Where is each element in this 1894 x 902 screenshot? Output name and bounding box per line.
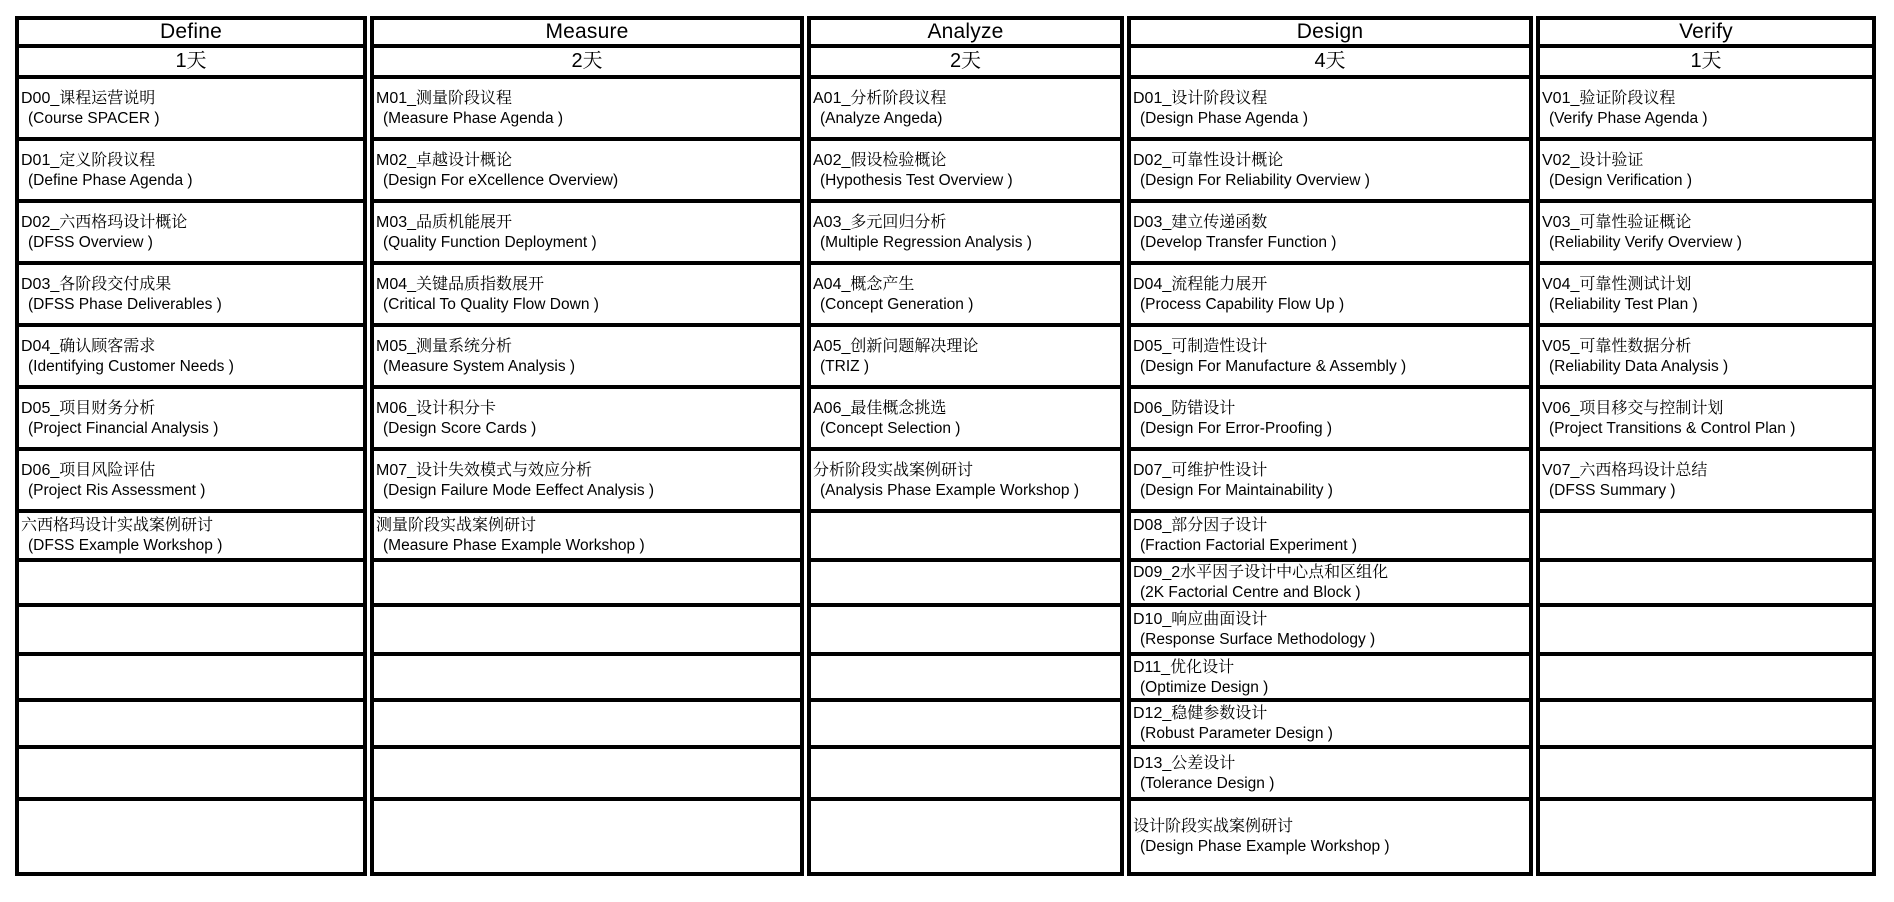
phase-duration-analyze: 2天	[811, 48, 1120, 79]
empty-cell	[19, 656, 363, 702]
course-title-zh: D03_各阶段交付成果	[21, 275, 172, 293]
phase-duration-verify: 1天	[1540, 48, 1872, 79]
course-title-zh: A02_假设检验概论	[813, 151, 947, 169]
empty-cell	[374, 607, 800, 656]
empty-cell	[19, 702, 363, 749]
course-title-en: (Measure System Analysis )	[383, 357, 576, 375]
course-title-en: (Analysis Phase Example Workshop )	[820, 481, 1080, 499]
course-title-en: (DFSS Phase Deliverables )	[28, 295, 222, 313]
course-title-en: (Design For eXcellence Overview)	[383, 171, 619, 189]
course-cell	[374, 327, 800, 389]
course-title-en: (Design Phase Agenda )	[1140, 109, 1309, 127]
course-title-en: (Design For Reliability Overview )	[1140, 171, 1370, 189]
course-title-en: (Response Surface Methodology )	[1140, 631, 1376, 648]
course-title-en: (Process Capability Flow Up )	[1140, 295, 1345, 313]
course-title-zh: M06_设计积分卡	[376, 399, 497, 417]
course-title-zh: A04_概念产生	[813, 275, 915, 293]
course-title-zh: A01_分析阶段议程	[813, 89, 947, 107]
course-cell	[19, 451, 363, 513]
course-title-en: (Reliability Verify Overview )	[1549, 233, 1742, 251]
empty-cell	[811, 801, 1120, 872]
empty-cell	[811, 702, 1120, 749]
course-title-en: (Reliability Test Plan )	[1549, 295, 1698, 313]
dfss-course-schedule-table	[15, 16, 1876, 876]
course-title-en: (Fraction Factorial Experiment )	[1140, 537, 1358, 554]
course-title-en: (Quality Function Deployment )	[383, 233, 597, 251]
course-cell	[1131, 607, 1529, 656]
course-cell	[1131, 141, 1529, 203]
empty-cell	[811, 749, 1120, 801]
course-cell	[1131, 749, 1529, 801]
course-title-en: (Design Failure Mode Eeffect Analysis )	[383, 481, 655, 499]
empty-cell	[374, 702, 800, 749]
course-cell	[374, 203, 800, 265]
empty-cell	[374, 656, 800, 702]
course-title-en: (Project Transitions & Control Plan )	[1549, 419, 1796, 437]
course-title-zh: D03_建立传递函数	[1133, 213, 1268, 231]
phase-column-design	[1127, 16, 1533, 876]
course-cell	[1540, 141, 1872, 203]
course-cell	[1540, 327, 1872, 389]
phase-duration-design: 4天	[1131, 48, 1529, 79]
course-title-zh: D02_可靠性设计概论	[1133, 151, 1284, 169]
course-cell	[1131, 265, 1529, 327]
course-cell	[1131, 702, 1529, 749]
course-cell	[811, 203, 1120, 265]
course-cell	[811, 141, 1120, 203]
course-cell	[1131, 801, 1529, 872]
course-title-zh: D07_可维护性设计	[1133, 461, 1268, 479]
course-title-en: (Define Phase Agenda )	[28, 171, 193, 189]
course-cell	[19, 513, 363, 562]
empty-cell	[1540, 607, 1872, 656]
phase-header-define: Define	[19, 20, 363, 48]
course-title-zh: 六西格玛设计实战案例研讨	[21, 517, 214, 534]
course-title-en: (Robust Parameter Design )	[1140, 725, 1333, 742]
course-cell	[19, 79, 363, 141]
phase-header-design: Design	[1131, 20, 1529, 48]
course-title-zh: M04_关键品质指数展开	[376, 275, 545, 293]
empty-cell	[19, 562, 363, 607]
course-title-en: (DFSS Example Workshop )	[28, 537, 223, 554]
course-title-en: (Design For Error-Proofing )	[1140, 419, 1333, 437]
course-title-zh: D04_确认顾客需求	[21, 337, 156, 355]
phase-duration-measure: 2天	[374, 48, 800, 79]
course-title-zh: D06_防错设计	[1133, 399, 1236, 417]
course-title-en: (Develop Transfer Function )	[1140, 233, 1337, 251]
course-title-en: (2K Factorial Centre and Block )	[1140, 584, 1361, 601]
phase-column-define	[15, 16, 367, 876]
course-cell	[374, 141, 800, 203]
course-title-en: (Optimize Design )	[1140, 678, 1269, 696]
course-title-en: (Concept Selection )	[820, 419, 961, 437]
course-cell	[1131, 79, 1529, 141]
empty-cell	[19, 801, 363, 872]
course-title-en: (TRIZ )	[820, 357, 870, 375]
empty-cell	[374, 562, 800, 607]
course-title-zh: D01_定义阶段议程	[21, 151, 156, 169]
course-title-en: (Design For Maintainability )	[1140, 481, 1333, 499]
course-title-en: (DFSS Overview )	[28, 233, 153, 251]
course-cell	[1540, 389, 1872, 451]
empty-cell	[374, 749, 800, 801]
course-title-zh: D05_项目财务分析	[21, 399, 156, 417]
course-cell	[811, 389, 1120, 451]
course-title-zh: D08_部分因子设计	[1133, 517, 1268, 534]
course-title-zh: V02_设计验证	[1542, 151, 1644, 169]
course-title-en: (Reliability Data Analysis )	[1549, 357, 1729, 375]
course-title-zh: M02_卓越设计概论	[376, 151, 513, 169]
course-title-zh: D12_稳健参数设计	[1133, 705, 1268, 722]
empty-cell	[374, 801, 800, 872]
course-cell	[1540, 451, 1872, 513]
course-title-en: (Hypothesis Test Overview )	[820, 171, 1013, 189]
course-cell	[1131, 513, 1529, 562]
course-cell	[811, 327, 1120, 389]
course-title-en: (Project Financial Analysis )	[28, 419, 219, 437]
course-cell	[374, 451, 800, 513]
empty-cell	[1540, 749, 1872, 801]
empty-cell	[811, 656, 1120, 702]
course-title-zh: V03_可靠性验证概论	[1542, 213, 1692, 231]
course-title-en: (Design Score Cards )	[383, 419, 537, 437]
course-title-zh: V05_可靠性数据分析	[1542, 337, 1692, 355]
course-title-zh: D11_优化设计	[1133, 658, 1235, 676]
course-title-en: (Tolerance Design )	[1140, 774, 1275, 792]
course-cell	[1131, 389, 1529, 451]
course-title-zh: V07_六西格玛设计总结	[1542, 461, 1708, 479]
course-title-en: (Design Verification )	[1549, 171, 1693, 189]
course-cell	[374, 265, 800, 327]
course-cell	[811, 79, 1120, 141]
phase-column-measure	[370, 16, 804, 876]
course-cell	[1131, 451, 1529, 513]
course-title-zh: 分析阶段实战案例研讨	[813, 461, 974, 479]
course-cell	[19, 203, 363, 265]
course-title-zh: D05_可制造性设计	[1133, 337, 1268, 355]
course-title-en: (Measure Phase Agenda )	[383, 109, 564, 127]
course-title-zh: A03_多元回归分析	[813, 213, 947, 231]
course-title-zh: V01_验证阶段议程	[1542, 89, 1676, 107]
empty-cell	[1540, 562, 1872, 607]
course-title-en: (DFSS Summary )	[1549, 481, 1676, 499]
phase-column-verify	[1536, 16, 1876, 876]
course-cell	[19, 141, 363, 203]
course-title-en: (Multiple Regression Analysis )	[820, 233, 1032, 251]
course-title-zh: V06_项目移交与控制计划	[1542, 399, 1724, 417]
course-cell	[1131, 203, 1529, 265]
course-title-en: (Concept Generation )	[820, 295, 974, 313]
course-title-zh: A06_最佳概念挑选	[813, 399, 947, 417]
empty-cell	[811, 562, 1120, 607]
phase-header-verify: Verify	[1540, 20, 1872, 48]
course-title-en: (Course SPACER )	[28, 109, 160, 127]
course-title-zh: M05_测量系统分析	[376, 337, 513, 355]
empty-cell	[19, 749, 363, 801]
empty-cell	[1540, 513, 1872, 562]
course-cell	[1540, 203, 1872, 265]
phase-duration-define: 1天	[19, 48, 363, 79]
empty-cell	[811, 513, 1120, 562]
course-cell	[374, 389, 800, 451]
course-cell	[1131, 562, 1529, 607]
course-cell	[1540, 79, 1872, 141]
course-title-zh: M07_设计失效模式与效应分析	[376, 461, 593, 479]
course-title-zh: M01_测量阶段议程	[376, 89, 513, 107]
course-cell	[1540, 265, 1872, 327]
course-title-en: (Verify Phase Agenda )	[1549, 109, 1708, 127]
course-title-zh: M03_品质机能展开	[376, 213, 513, 231]
course-title-zh: V04_可靠性测试计划	[1542, 275, 1692, 293]
course-cell	[19, 327, 363, 389]
empty-cell	[1540, 702, 1872, 749]
empty-cell	[1540, 656, 1872, 702]
course-title-zh: D01_设计阶段议程	[1133, 89, 1268, 107]
course-cell	[374, 79, 800, 141]
course-cell	[1131, 656, 1529, 702]
course-cell	[811, 265, 1120, 327]
course-title-zh: 测量阶段实战案例研讨	[376, 517, 537, 534]
course-title-zh: D06_项目风险评估	[21, 461, 156, 479]
empty-cell	[1540, 801, 1872, 872]
phase-header-measure: Measure	[374, 20, 800, 48]
course-title-zh: 设计阶段实战案例研讨	[1133, 818, 1294, 835]
course-title-zh: D04_流程能力展开	[1133, 275, 1268, 293]
course-title-en: (Design For Manufacture & Assembly )	[1140, 357, 1407, 375]
course-cell	[19, 265, 363, 327]
course-title-zh: D10_响应曲面设计	[1133, 611, 1268, 628]
course-cell	[374, 513, 800, 562]
course-title-en: (Measure Phase Example Workshop )	[383, 537, 645, 554]
course-title-en: (Critical To Quality Flow Down )	[383, 295, 599, 313]
course-title-en: (Project Ris Assessment )	[28, 481, 206, 499]
course-cell	[19, 389, 363, 451]
course-title-en: (Design Phase Example Workshop )	[1140, 838, 1390, 855]
phase-header-analyze: Analyze	[811, 20, 1120, 48]
course-title-zh: D02_六西格玛设计概论	[21, 213, 188, 231]
phase-column-analyze	[807, 16, 1124, 876]
course-title-zh: D13_公差设计	[1133, 754, 1236, 772]
course-title-en: (Identifying Customer Needs )	[28, 357, 234, 375]
course-title-zh: A05_创新问题解决理论	[813, 337, 979, 355]
course-title-zh: D09_2水平因子设计中心点和区组化	[1133, 564, 1389, 581]
course-title-en: (Analyze Angeda)	[820, 109, 943, 127]
empty-cell	[811, 607, 1120, 656]
course-cell	[811, 451, 1120, 513]
empty-cell	[19, 607, 363, 656]
course-title-zh: D00_课程运营说明	[21, 89, 156, 107]
course-cell	[1131, 327, 1529, 389]
